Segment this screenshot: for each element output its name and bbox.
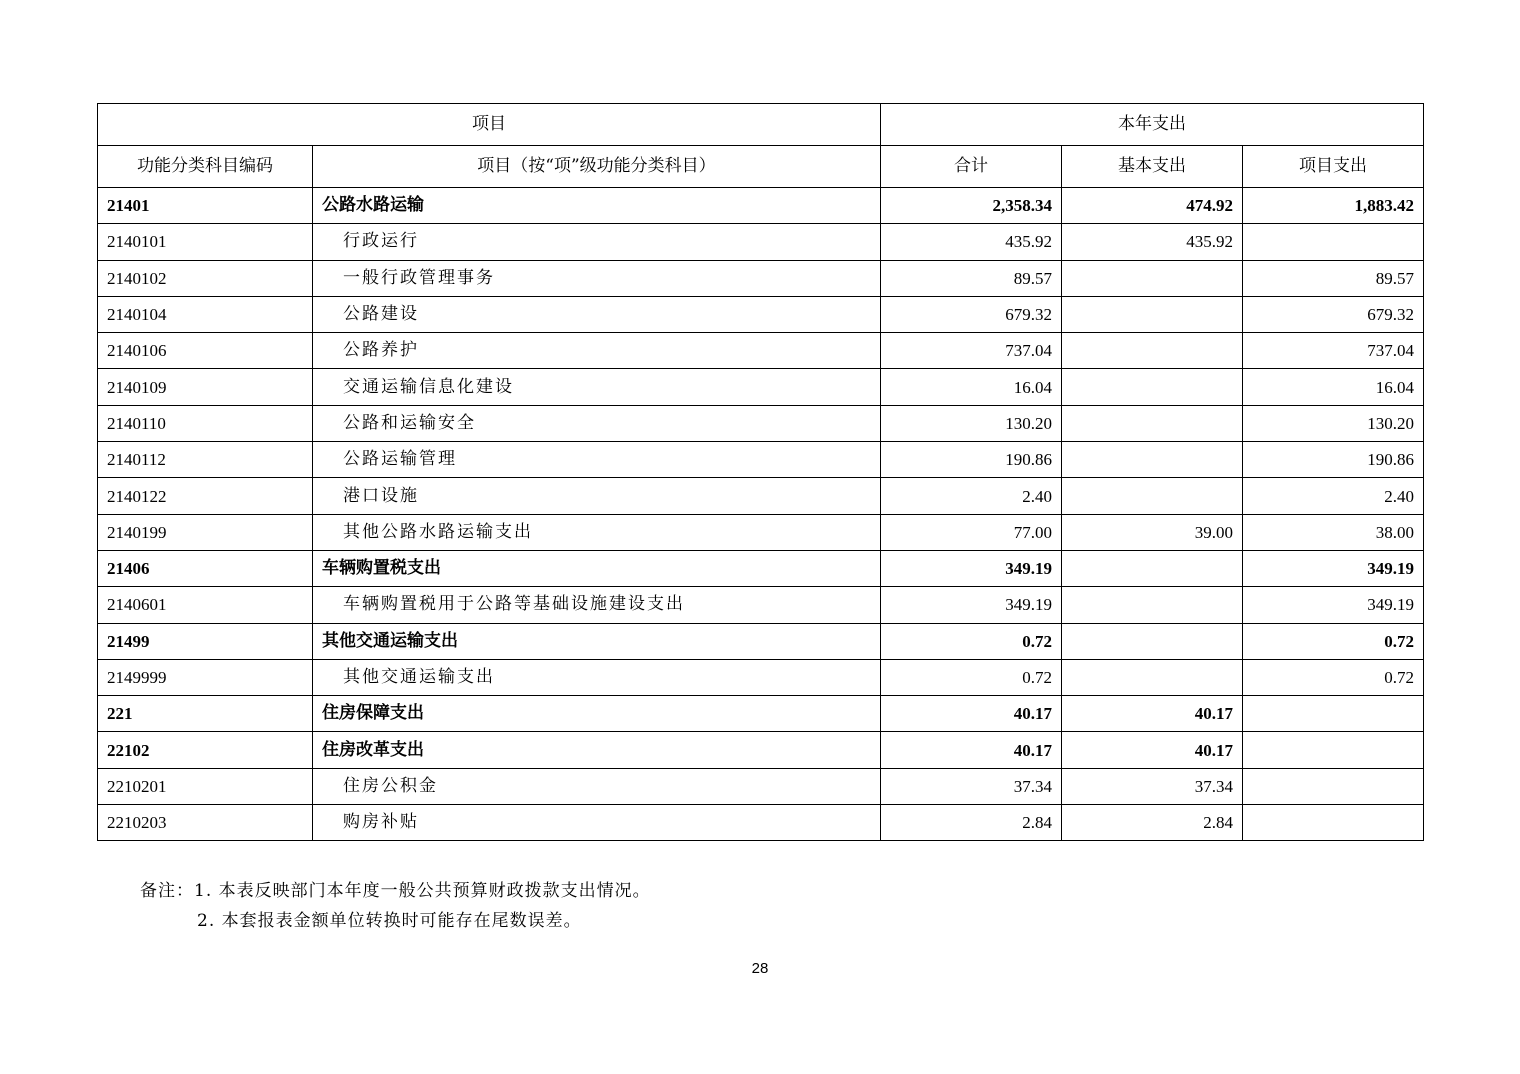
cell-project: 1,883.42 (1243, 188, 1424, 224)
cell-total: 40.17 (881, 732, 1062, 768)
cell-item-name: 交通运输信息化建设 (313, 369, 881, 405)
page-number: 28 (751, 960, 769, 977)
cell-code: 21401 (98, 188, 313, 224)
cell-total: 77.00 (881, 514, 1062, 550)
cell-basic: 40.17 (1062, 696, 1243, 732)
cell-project (1243, 805, 1424, 841)
header-row-sub (98, 146, 1424, 188)
notes (140, 876, 651, 936)
cell-code: 2140101 (98, 224, 313, 260)
table-row (98, 732, 1424, 768)
header-basic: 基本支出 (1062, 146, 1243, 188)
cell-basic: 39.00 (1062, 514, 1243, 550)
cell-basic (1062, 550, 1243, 586)
cell-total: 0.72 (881, 623, 1062, 659)
cell-item-name: 公路水路运输 (313, 188, 881, 224)
cell-total: 16.04 (881, 369, 1062, 405)
cell-project: 38.00 (1243, 514, 1424, 550)
header-project-expense: 项目支出 (1243, 146, 1424, 188)
table-row (98, 550, 1424, 586)
table-row (98, 260, 1424, 296)
cell-project: 16.04 (1243, 369, 1424, 405)
cell-code: 2140104 (98, 296, 313, 332)
cell-project (1243, 768, 1424, 804)
cell-total: 89.57 (881, 260, 1062, 296)
cell-project: 679.32 (1243, 296, 1424, 332)
cell-basic (1062, 369, 1243, 405)
cell-basic (1062, 478, 1243, 514)
cell-basic (1062, 333, 1243, 369)
expenditure-table (97, 103, 1424, 841)
header-item: 项目（按“项”级功能分类科目） (313, 146, 881, 188)
table-row (98, 224, 1424, 260)
cell-basic (1062, 442, 1243, 478)
table-row (98, 296, 1424, 332)
cell-total: 435.92 (881, 224, 1062, 260)
cell-total: 2.84 (881, 805, 1062, 841)
cell-item-name: 住房保障支出 (313, 696, 881, 732)
header-row-top (98, 104, 1424, 146)
cell-item-name: 车辆购置税用于公路等基础设施建设支出 (313, 587, 881, 623)
cell-code: 2210201 (98, 768, 313, 804)
cell-code: 2140112 (98, 442, 313, 478)
cell-total: 737.04 (881, 333, 1062, 369)
table-row (98, 623, 1424, 659)
cell-total: 40.17 (881, 696, 1062, 732)
cell-item-name: 其他公路水路运输支出 (313, 514, 881, 550)
table-row (98, 188, 1424, 224)
table-row (98, 587, 1424, 623)
cell-code: 21499 (98, 623, 313, 659)
table-row (98, 514, 1424, 550)
cell-item-name: 行政运行 (313, 224, 881, 260)
cell-total: 679.32 (881, 296, 1062, 332)
cell-item-name: 公路建设 (313, 296, 881, 332)
table-row (98, 768, 1424, 804)
cell-basic: 37.34 (1062, 768, 1243, 804)
cell-total: 2.40 (881, 478, 1062, 514)
note-line-2: 2. 本套报表金额单位转换时可能存在尾数误差。 (197, 911, 582, 931)
table-row (98, 478, 1424, 514)
note-line-1: 备注：1. 本表反映部门本年度一般公共预算财政拨款支出情况。 (140, 881, 651, 901)
cell-code: 2149999 (98, 659, 313, 695)
cell-basic (1062, 260, 1243, 296)
header-current-year-expense: 本年支出 (881, 104, 1424, 146)
cell-code: 221 (98, 696, 313, 732)
cell-basic: 40.17 (1062, 732, 1243, 768)
cell-basic: 2.84 (1062, 805, 1243, 841)
cell-basic (1062, 296, 1243, 332)
cell-item-name: 其他交通运输支出 (313, 659, 881, 695)
cell-project: 130.20 (1243, 405, 1424, 441)
cell-basic: 474.92 (1062, 188, 1243, 224)
cell-total: 2,358.34 (881, 188, 1062, 224)
cell-code: 2210203 (98, 805, 313, 841)
cell-basic (1062, 587, 1243, 623)
cell-project: 349.19 (1243, 587, 1424, 623)
cell-total: 37.34 (881, 768, 1062, 804)
cell-code: 2140109 (98, 369, 313, 405)
cell-item-name: 公路和运输安全 (313, 405, 881, 441)
cell-project (1243, 224, 1424, 260)
header-total: 合计 (881, 146, 1062, 188)
cell-project: 190.86 (1243, 442, 1424, 478)
cell-project: 89.57 (1243, 260, 1424, 296)
cell-item-name: 购房补贴 (313, 805, 881, 841)
cell-code: 2140106 (98, 333, 313, 369)
cell-code: 2140199 (98, 514, 313, 550)
cell-total: 0.72 (881, 659, 1062, 695)
header-code: 功能分类科目编码 (98, 146, 313, 188)
cell-project (1243, 732, 1424, 768)
cell-basic (1062, 659, 1243, 695)
header-project: 项目 (98, 104, 881, 146)
cell-item-name: 港口设施 (313, 478, 881, 514)
cell-total: 130.20 (881, 405, 1062, 441)
table-row (98, 405, 1424, 441)
table-row (98, 805, 1424, 841)
table-row (98, 369, 1424, 405)
cell-total: 349.19 (881, 587, 1062, 623)
cell-total: 349.19 (881, 550, 1062, 586)
table-row (98, 696, 1424, 732)
cell-code: 22102 (98, 732, 313, 768)
cell-code: 2140102 (98, 260, 313, 296)
cell-item-name: 住房改革支出 (313, 732, 881, 768)
cell-item-name: 车辆购置税支出 (313, 550, 881, 586)
table-row (98, 333, 1424, 369)
table-row (98, 659, 1424, 695)
cell-item-name: 公路养护 (313, 333, 881, 369)
table-row (98, 442, 1424, 478)
cell-item-name: 公路运输管理 (313, 442, 881, 478)
cell-basic: 435.92 (1062, 224, 1243, 260)
cell-project: 737.04 (1243, 333, 1424, 369)
cell-item-name: 其他交通运输支出 (313, 623, 881, 659)
cell-project: 2.40 (1243, 478, 1424, 514)
cell-code: 2140122 (98, 478, 313, 514)
cell-project (1243, 696, 1424, 732)
cell-code: 2140601 (98, 587, 313, 623)
cell-project: 0.72 (1243, 659, 1424, 695)
cell-basic (1062, 405, 1243, 441)
cell-code: 2140110 (98, 405, 313, 441)
cell-project: 0.72 (1243, 623, 1424, 659)
cell-project: 349.19 (1243, 550, 1424, 586)
cell-item-name: 一般行政管理事务 (313, 260, 881, 296)
table-body (98, 188, 1424, 841)
cell-item-name: 住房公积金 (313, 768, 881, 804)
cell-total: 190.86 (881, 442, 1062, 478)
cell-basic (1062, 623, 1243, 659)
cell-code: 21406 (98, 550, 313, 586)
